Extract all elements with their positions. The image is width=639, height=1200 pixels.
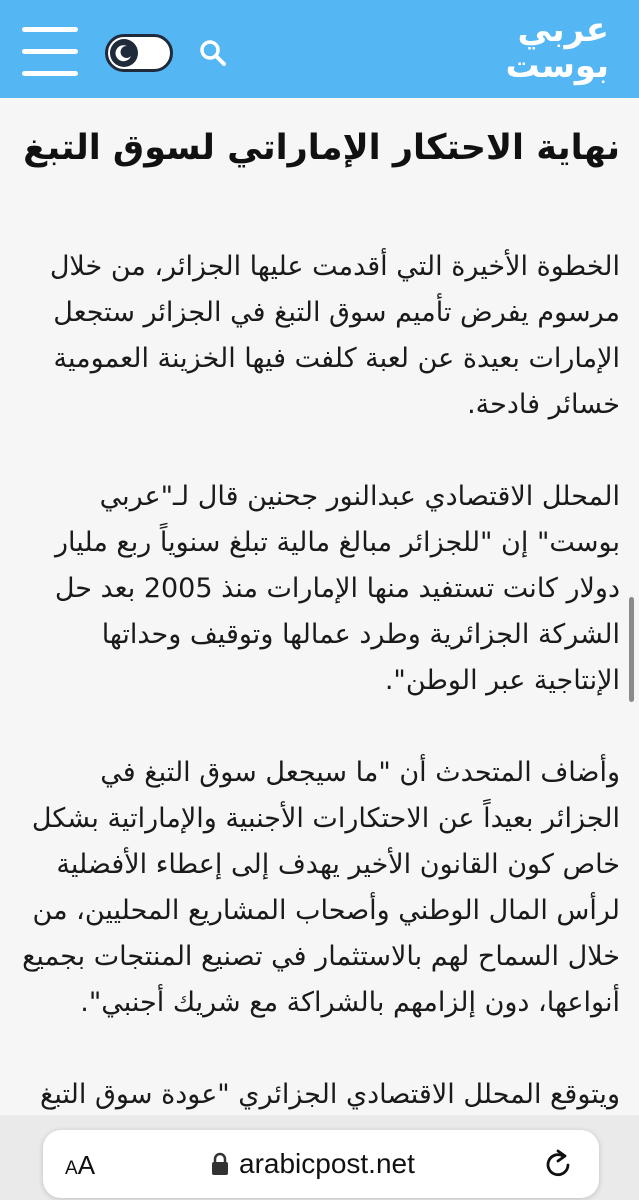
logo-line2: بوست	[505, 46, 609, 86]
address-bar[interactable]	[43, 1130, 599, 1198]
article-body	[20, 110, 620, 1115]
moon-icon	[110, 39, 138, 67]
article-paragraph: وأضاف المتحدث أن "ما سيجعل سوق التبغ في الجزائر بعيداً عن الاحتكارات الأجنبية والإماراتية بشكل خاص كون القانون الأخير يهدف إلى إعطاء الأفضلية لرأس المال الوطني وأصحاب المشاريع المحليين، من خلال السماح لهم بالاستثمار في تصنيع المنتجات بجميع أنواعها، دون إلزامهم بالشراكة مع شريك أجنبي".	[22, 757, 620, 1018]
article-title: نهاية الاحتكار الإماراتي لسوق التبغ	[23, 128, 620, 168]
article-paragraph: المحلل الاقتصادي عبدالنور جحنين قال لـ"عربي بوست" إن "للجزائر مبالغ مالية تبلغ سنوياً ربع مليار دولار كانت تستفيد منها الإمارات منذ 2005 بعد حل الشركة الجزائرية وطرد عمالها وتوقيف وحداتها الإنتاجية عبر الوطن".	[54, 481, 620, 696]
reader-text-size-button[interactable]	[65, 1148, 105, 1182]
aa-large-label: A	[77, 1150, 96, 1180]
search-icon[interactable]	[198, 38, 228, 68]
menu-icon[interactable]	[22, 27, 78, 77]
logo-line1: عربي	[517, 10, 609, 50]
site-logo[interactable]	[439, 12, 609, 88]
lock-icon	[211, 1152, 229, 1176]
site-header	[0, 0, 639, 98]
reload-icon[interactable]	[543, 1148, 573, 1180]
url-text[interactable]: arabicpost.net	[239, 1148, 415, 1179]
dark-mode-toggle[interactable]	[105, 34, 173, 72]
article-paragraph: الخطوة الأخيرة التي أقدمت عليها الجزائر، من خلال مرسوم يفرض تأميم سوق التبغ في الجزائر ستجعل الإمارات بعيدة عن لعبة كلفت فيها الخزينة العمومية خسائر فادحة.	[49, 251, 620, 420]
article-paragraph: ويتوقع المحلل الاقتصادي الجزائري "عودة سوق التبغ	[40, 1079, 620, 1110]
scrollbar[interactable]	[629, 597, 634, 702]
aa-small-label: A	[65, 1158, 78, 1179]
